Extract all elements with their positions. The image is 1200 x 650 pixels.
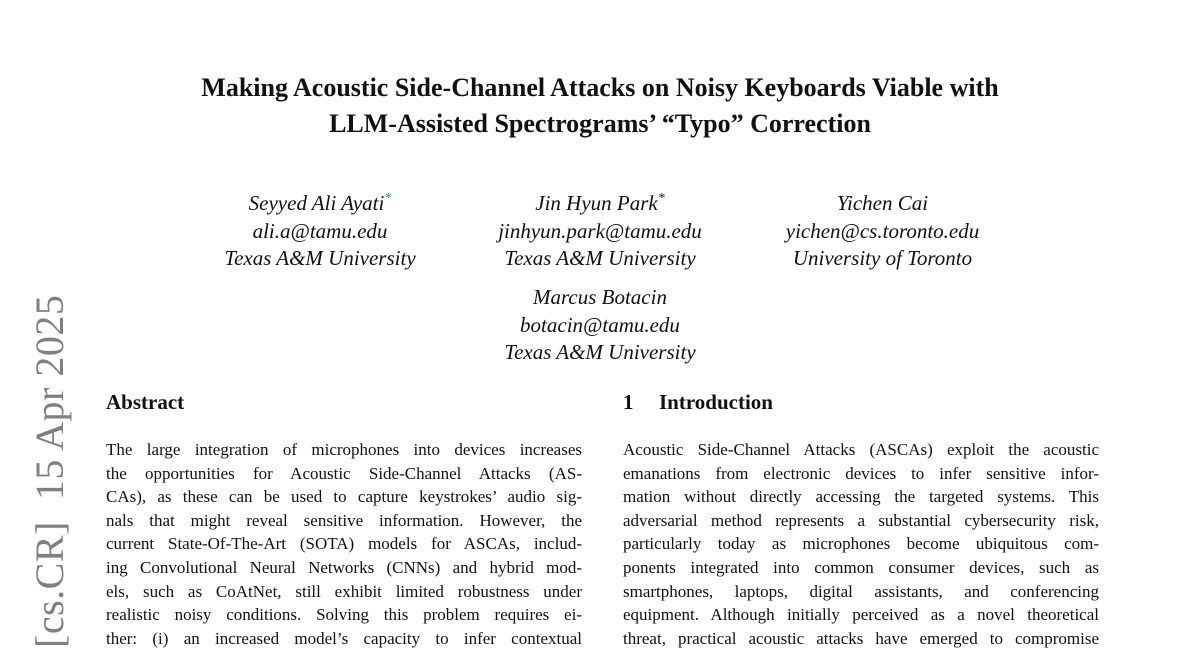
introduction-body	[623, 438, 1099, 650]
author-affiliation: Texas A&M University	[224, 246, 416, 270]
author-name	[470, 190, 730, 218]
introduction-heading	[623, 389, 773, 415]
author-name	[200, 190, 440, 218]
introduction-line: smartphones, laptops, digital assistants, and conferencing	[623, 581, 1099, 601]
equal-contribution-mark[interactable]: *	[384, 191, 392, 206]
author-block-ayati	[200, 190, 440, 273]
abstract-body	[106, 438, 582, 650]
author-affiliation: Texas A&M University	[504, 340, 696, 364]
abstract-line: els, such as CoAtNet, still exhibit limited robustness under	[106, 581, 582, 601]
author-block-park	[470, 190, 730, 273]
introduction-line: emanations from electronic devices to infer sensitive infor-	[623, 463, 1099, 483]
author-affiliation: Texas A&M University	[504, 246, 696, 270]
equal-contribution-mark: *	[657, 191, 665, 206]
abstract-heading: Abstract	[106, 390, 185, 414]
author-block-botacin	[470, 284, 730, 367]
abstract-line: realistic noisy conditions. Solving this problem requires ei-	[106, 605, 582, 625]
author-email: ali.a@tamu.edu	[252, 218, 388, 243]
author-name: Marcus Botacin	[533, 285, 667, 309]
author-name-text: Jin Hyun Park	[535, 191, 658, 215]
author-email: yichen@cs.toronto.edu	[785, 218, 980, 243]
author-affiliation: University of Toronto	[792, 246, 973, 270]
introduction-line: adversarial method represents a substantial cybersecurity risk,	[623, 510, 1099, 530]
introduction-line: particularly today as microphones become ubiquitous com-	[623, 534, 1099, 554]
introduction-line: equipment. Although initially perceived as a novel theoretical	[623, 605, 1099, 625]
abstract-line: ing Convolutional Neural Networks (CNNs) and hybrid mod-	[106, 557, 582, 577]
author-email: jinhyun.park@tamu.edu	[498, 218, 702, 243]
abstract-line: nals that might reveal sensitive information. However, the	[106, 510, 582, 530]
author-name: Yichen Cai	[836, 191, 929, 215]
abstract-line: current State-Of-The-Art (SOTA) models for ASCAs, includ-	[106, 534, 582, 554]
section-title: Introduction	[659, 390, 773, 414]
paper-title	[100, 70, 1100, 142]
title-line-2: LLM-Assisted Spectrograms’ “Typo” Correction	[329, 109, 871, 138]
abstract-line: ther: (i) an increased model’s capacity to infer contextual	[106, 628, 582, 648]
author-block-cai	[760, 190, 1005, 273]
author-email: botacin@tamu.edu	[520, 312, 680, 337]
arxiv-side-stamp: [cs.CR] 15 Apr 2025	[27, 294, 72, 648]
introduction-line: mation without directly accessing the targeted systems. This	[623, 487, 1099, 507]
abstract-line: CAs), as these can be used to capture keystrokes’ audio sig-	[106, 487, 582, 507]
introduction-line: threat, practical acoustic attacks have emerged to compromise	[623, 628, 1099, 648]
introduction-line: Acoustic Side-Channel Attacks (ASCAs) exploit the acoustic	[623, 440, 1099, 459]
abstract-line: the opportunities for Acoustic Side-Channel Attacks (AS-	[106, 463, 582, 483]
introduction-line: ponents integrated into common consumer devices, such as	[623, 557, 1099, 577]
title-line-1: Making Acoustic Side-Channel Attacks on Noisy Keyboards Viable with	[201, 73, 999, 102]
section-number: 1	[623, 390, 634, 414]
author-name-text: Seyyed Ali Ayati	[248, 191, 385, 215]
abstract-line: The large integration of microphones into devices increases	[106, 440, 582, 459]
